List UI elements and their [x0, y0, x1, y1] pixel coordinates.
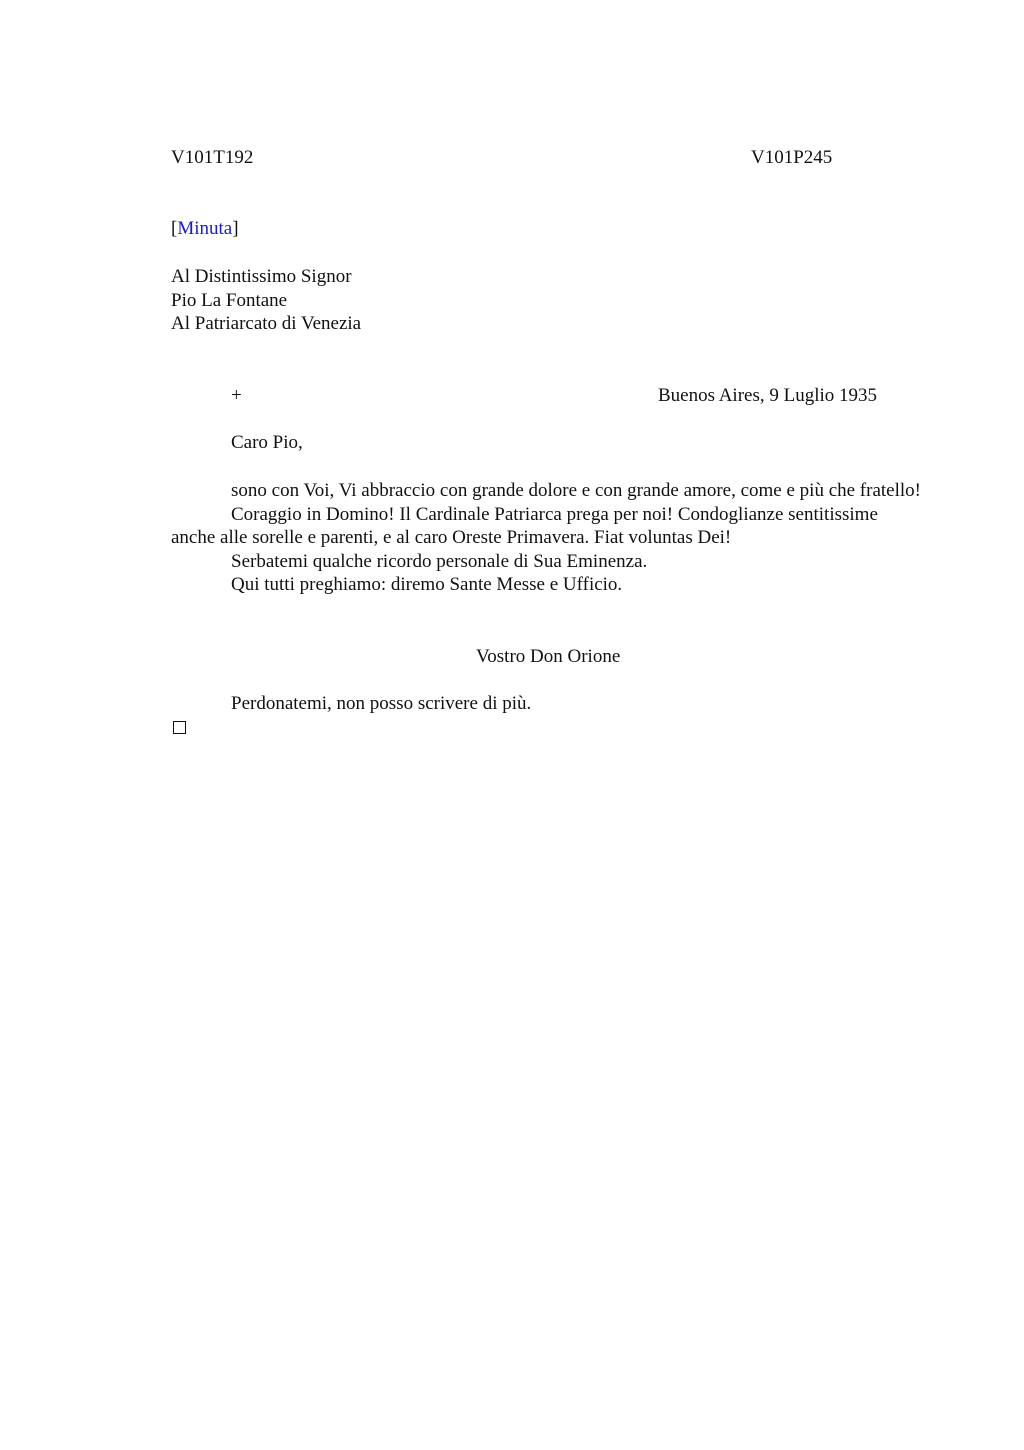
- body-paragraph: sono con Voi, Vi abbraccio con grande dolore e con grande amore, come e più che fratello!: [231, 480, 921, 501]
- signature: Vostro Don Orione: [476, 646, 621, 667]
- bracket-open: [: [171, 218, 178, 239]
- address-line: Pio La Fontane: [171, 289, 288, 311]
- postscript: Perdonatemi, non posso scrivere di più.: [231, 693, 532, 714]
- body-paragraph: Qui tutti preghiamo: diremo Sante Messe e Ufficio.: [231, 574, 623, 596]
- place-date: Buenos Aires, 9 Luglio 1935: [658, 385, 878, 406]
- letter-body: [171, 479, 921, 597]
- address-line: Al Patriarcato di Venezia: [171, 313, 362, 334]
- reference-code-right: V101P245: [751, 147, 833, 168]
- body-paragraph: Coraggio in Domino! Il Cardinale Patriarca prega per noi! Condoglianze sentitissime anche alle sorelle e parenti, e al caro Oreste Primavera. Fiat voluntas Dei!: [171, 503, 878, 549]
- bracket-close: ]: [232, 218, 239, 239]
- end-marker-box-icon: [173, 721, 186, 734]
- cross-symbol: +: [231, 385, 242, 406]
- recipient-address: [171, 265, 361, 336]
- body-paragraph: Serbatemi qualche ricordo personale di Sua Eminenza.: [231, 550, 648, 572]
- address-line: Al Distintissimo Signor: [171, 266, 352, 287]
- minuta-link[interactable]: Minuta: [177, 218, 233, 239]
- reference-code-left: V101T192: [171, 147, 254, 168]
- salutation: Caro Pio,: [231, 432, 303, 453]
- minuta-label: [171, 217, 239, 241]
